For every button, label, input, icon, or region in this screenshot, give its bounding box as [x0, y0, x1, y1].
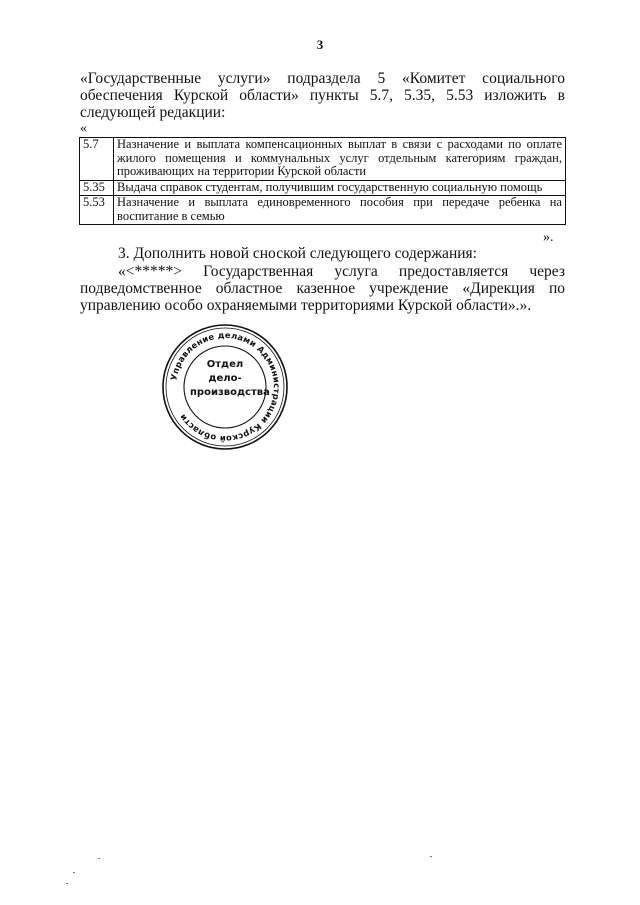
table-row [80, 180, 566, 196]
scan-speck [66, 883, 68, 884]
footnote-paragraph: «<*****> Государственная услуга предоставляется через подведомственное областное казенное учреждение «Дирекция по управлению особо охраняемыми территориями Курской области».». [80, 263, 565, 314]
services-table [79, 137, 566, 225]
row-description: Назначение и выплата единовременного пособия при передаче ребенка на воспитание в семью [114, 196, 566, 225]
row-number: 5.35 [80, 180, 114, 196]
scan-speck [430, 856, 432, 857]
stamp-center-text [190, 358, 270, 400]
table-row [80, 196, 566, 225]
intro-paragraph: «Государственные услуги» подраздела 5 «Комитет социального обеспечения Курской области» пункты 5.7, 5.35, 5.53 изложить в следующей редакции: [80, 70, 565, 121]
page-number: 3 [316, 37, 324, 52]
table-row [80, 138, 566, 181]
stamp-line-1: Отдел [206, 359, 244, 370]
row-description: Выдача справок студентам, получившим государственную социальную помощь [114, 180, 566, 196]
stamp-ring-text: Управление делами Администрации Курской области [168, 329, 283, 445]
stamp-line-2: дело- [208, 373, 242, 384]
row-description: Назначение и выплата компенсационных выплат в связи с расходами по оплате жилого помещения и коммунальных услуг отдельным категориям граждан, проживающих на территории Курской области [114, 138, 566, 181]
opening-quote-mark: « [80, 121, 87, 136]
scan-speck [73, 872, 75, 873]
row-number: 5.7 [80, 138, 114, 181]
scan-speck [98, 858, 100, 859]
row-number: 5.53 [80, 196, 114, 225]
office-stamp [160, 322, 290, 452]
stamp-line-3: производства [190, 387, 270, 398]
item-3-heading: 3. Дополнить новой сноской следующего содержания: [118, 245, 477, 262]
closing-quote-mark: ». [543, 230, 554, 245]
